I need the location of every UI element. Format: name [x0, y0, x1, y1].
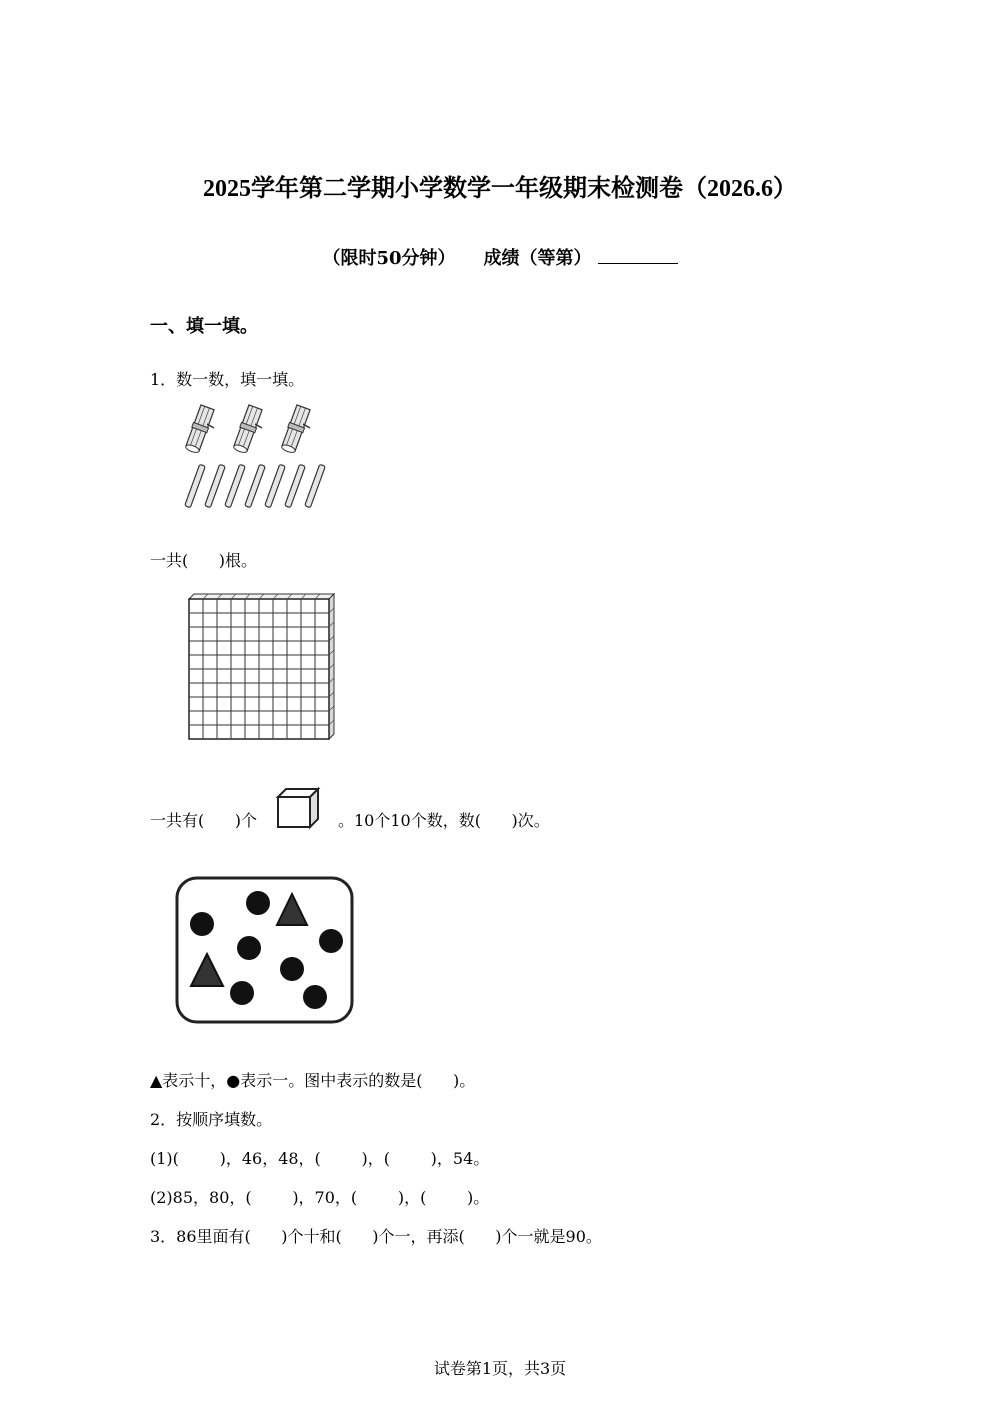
circle-shape	[230, 981, 254, 1005]
circle-shape	[280, 957, 304, 981]
shapes-figure	[172, 872, 357, 1027]
question-1b-prefix: 一共有( )个	[150, 811, 258, 830]
stick-bundle-2	[232, 405, 263, 455]
question-2-prompt: 2．按顺序填数。	[150, 1110, 273, 1129]
question-1-prompt: 1．数一数，填一填。	[150, 370, 305, 389]
stick-bundles-figure	[180, 400, 340, 515]
score-blank	[598, 247, 678, 264]
circle-shape	[237, 936, 261, 960]
question-2-line-2: (2)85，80，( )，70，( )，( )。	[150, 1188, 490, 1207]
question-2-line-1: (1)( )，46，48，( )，( )，54。	[150, 1149, 490, 1168]
time-limit: （限时50分钟）	[322, 248, 456, 269]
circle-shape	[303, 985, 327, 1009]
page-footer: 试卷第1页，共3页	[433, 1359, 567, 1378]
question-1c-text: ▲表示十，●表示一。图中表示的数是( )。	[150, 1071, 476, 1090]
stick-bundle-3	[280, 405, 311, 455]
score-label: 成绩（等第）	[483, 248, 592, 269]
question-1a-text: 一共( )根。	[150, 551, 258, 570]
stick-bundle-1	[184, 405, 215, 455]
circle-shape	[190, 912, 214, 936]
hundred-cube-figure	[186, 590, 336, 745]
single-sticks	[185, 464, 326, 507]
question-3-prompt: 3．86里面有( )个十和( )个一，再添( )个一就是90。	[150, 1227, 602, 1246]
circle-shape	[246, 891, 270, 915]
circle-shape	[319, 929, 343, 953]
exam-subtitle	[0, 244, 1000, 270]
section-heading: 一、填一填。	[150, 316, 258, 337]
question-1b-suffix: 。10个10个数，数( )次。	[338, 811, 550, 830]
cube-icon	[276, 787, 322, 831]
exam-title: 2025学年第二学期小学数学一年级期末检测卷（2026.6）	[203, 176, 797, 202]
